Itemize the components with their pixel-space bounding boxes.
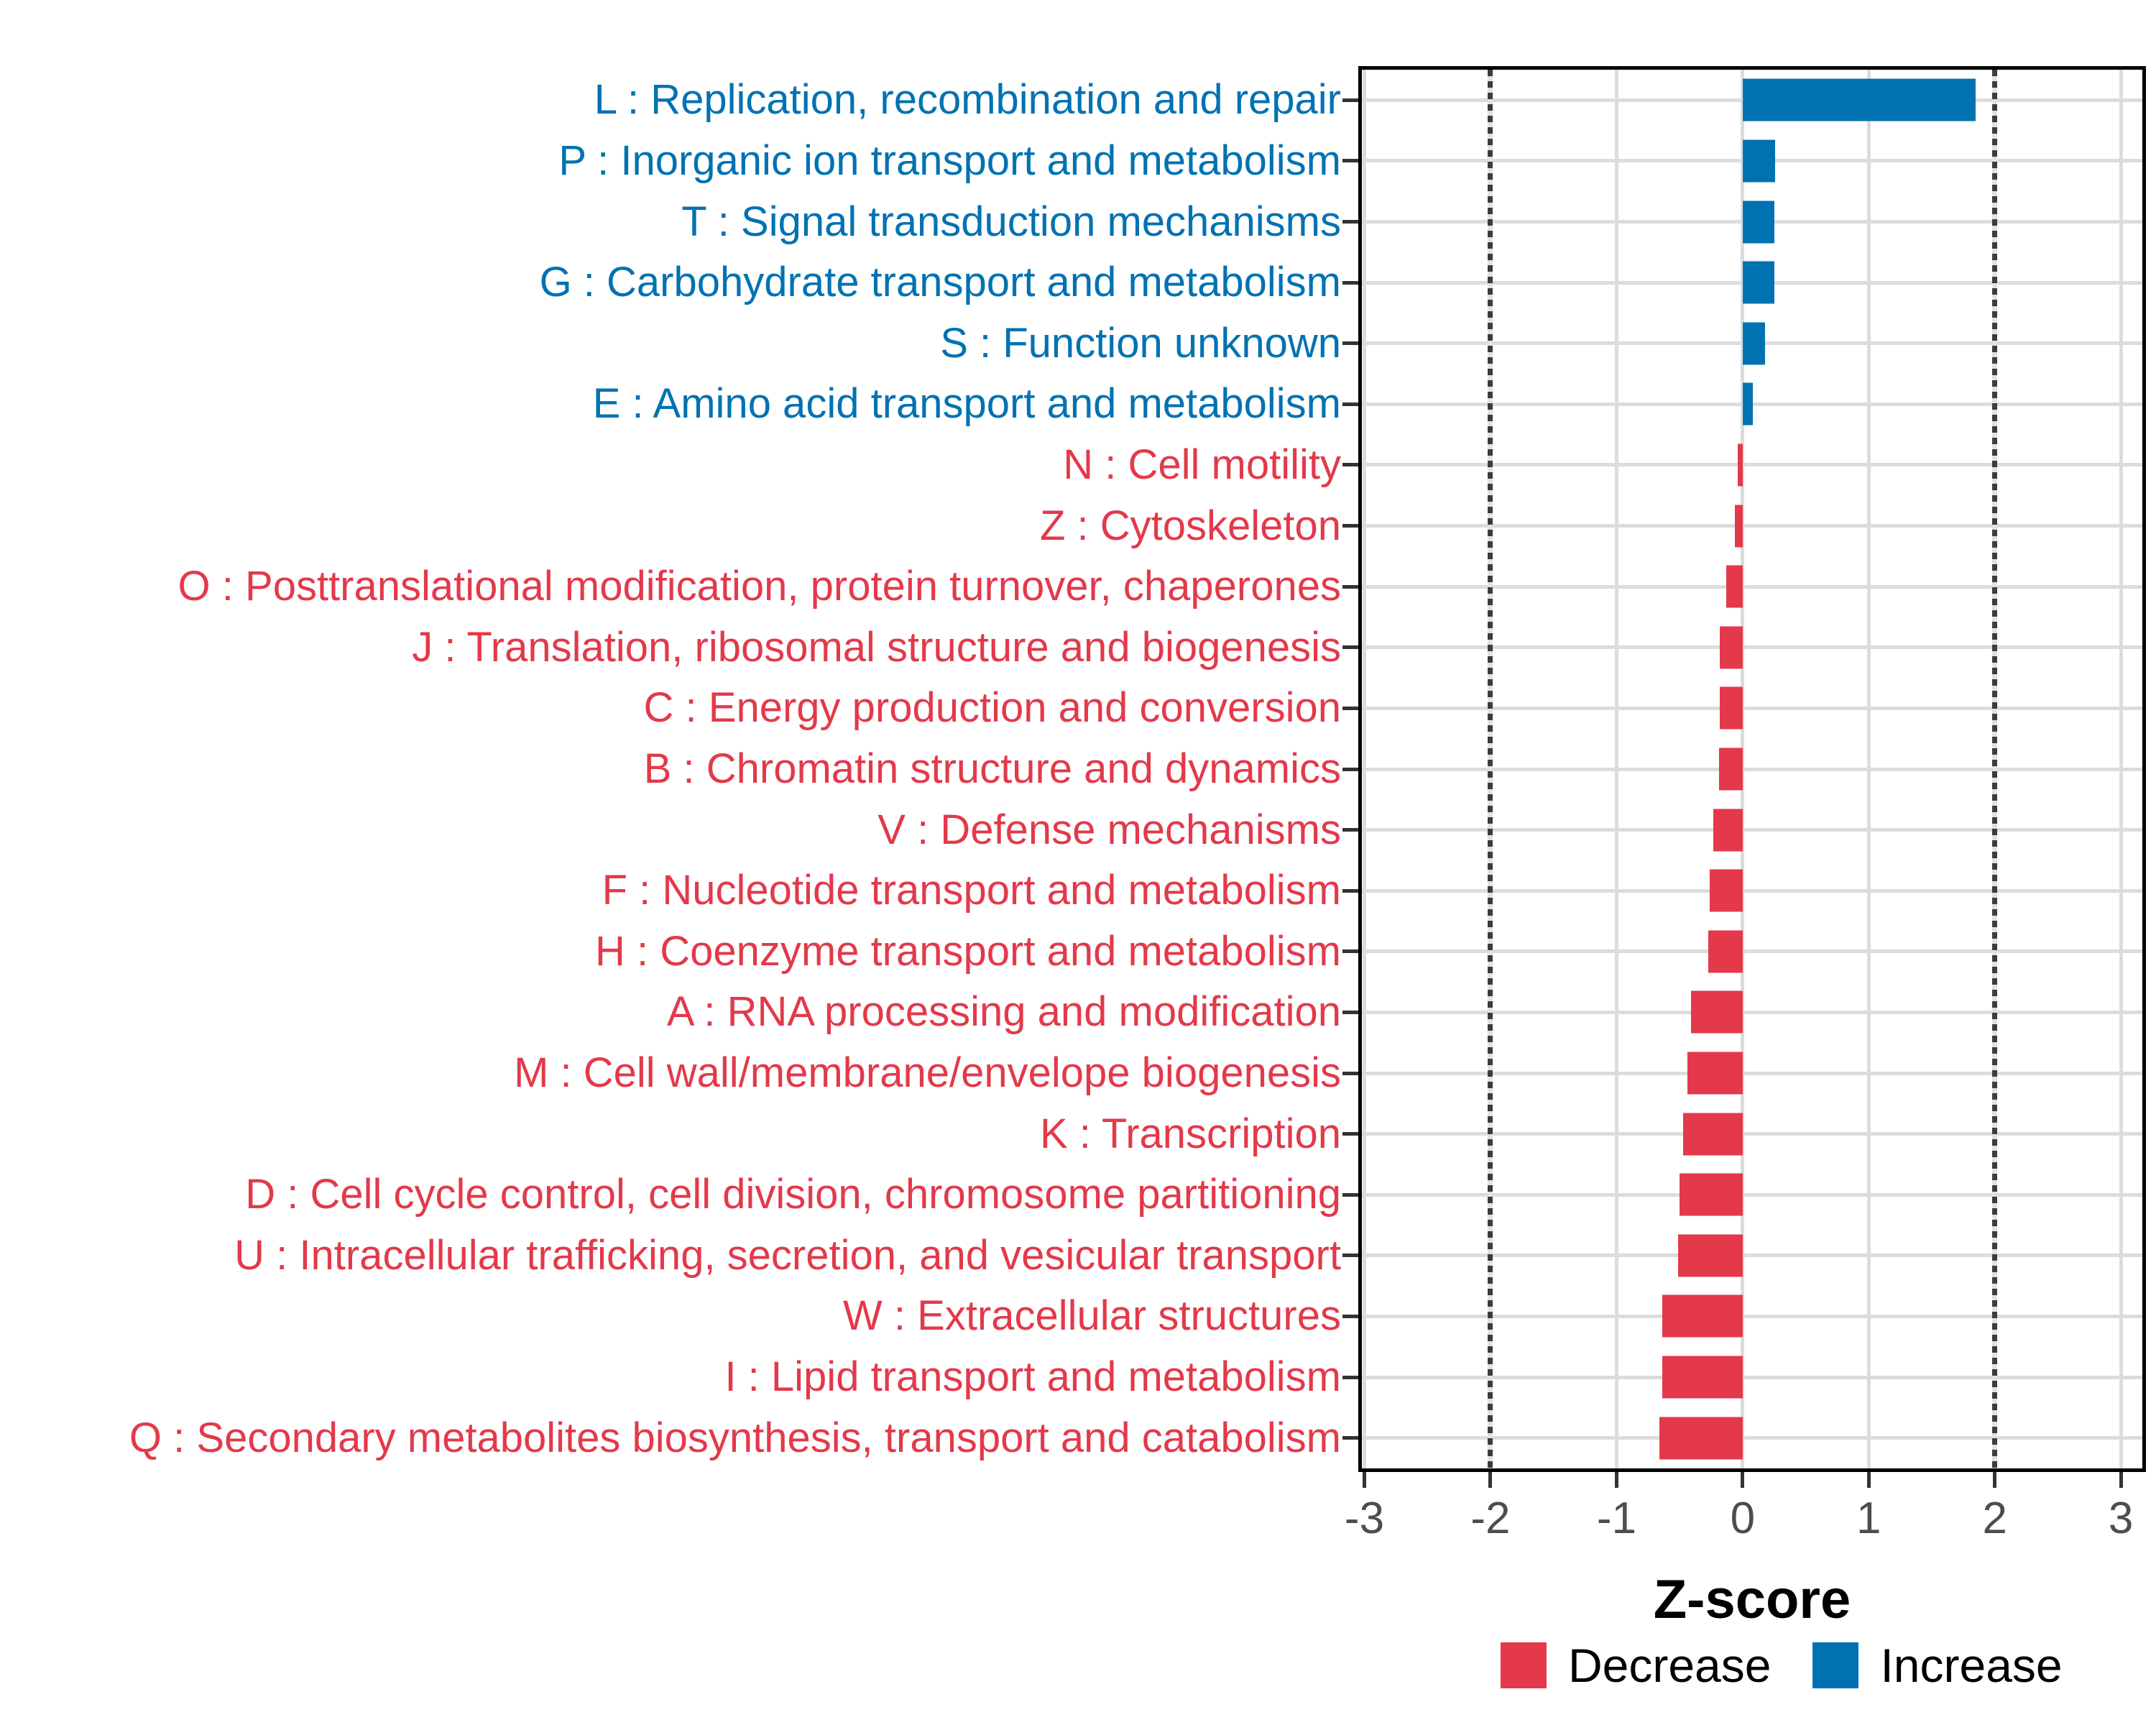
y-tick xyxy=(1342,707,1358,710)
y-tick xyxy=(1342,1072,1358,1075)
category-label-o: O : Posttranslational modification, protein turnover, chaperones xyxy=(178,563,1341,610)
y-tick xyxy=(1342,889,1358,893)
bar-t xyxy=(1743,201,1774,243)
category-label-g: G : Carbohydrate transport and metabolism xyxy=(539,259,1341,306)
bar-n xyxy=(1738,443,1743,486)
y-tick xyxy=(1342,341,1358,345)
x-tick-label: 0 xyxy=(1730,1494,1756,1543)
major-gridline-horizontal xyxy=(1362,463,2142,466)
major-gridline-vertical xyxy=(1867,70,1871,1468)
legend xyxy=(1501,1640,2063,1690)
bar-w xyxy=(1662,1295,1743,1338)
y-tick xyxy=(1342,1254,1358,1257)
bar-b xyxy=(1719,748,1743,791)
y-axis-labels xyxy=(0,66,1341,1472)
x-axis-title: Z-score xyxy=(1653,1569,1851,1630)
category-label-i: I : Lipid transport and metabolism xyxy=(724,1353,1341,1401)
major-gridline-horizontal xyxy=(1362,524,2142,528)
bar-s xyxy=(1743,322,1766,364)
bar-z xyxy=(1735,505,1743,547)
legend-swatch-decrease xyxy=(1501,1642,1547,1688)
bar-o xyxy=(1726,566,1743,608)
major-gridline-horizontal xyxy=(1362,949,2142,953)
y-tick xyxy=(1342,463,1358,466)
bar-k xyxy=(1683,1113,1742,1155)
category-label-c: C : Energy production and conversion xyxy=(643,684,1341,732)
category-label-f: F : Nucleotide transport and metabolism xyxy=(602,867,1341,914)
major-gridline-vertical xyxy=(1615,70,1618,1468)
major-gridline-horizontal xyxy=(1362,828,2142,832)
category-label-t: T : Signal transduction mechanisms xyxy=(681,198,1341,245)
bar-g xyxy=(1743,262,1774,304)
category-label-a: A : RNA processing and modification xyxy=(666,988,1341,1036)
bar-h xyxy=(1708,930,1742,972)
y-tick xyxy=(1342,98,1358,102)
y-tick xyxy=(1342,281,1358,285)
major-gridline-horizontal xyxy=(1362,889,2142,893)
major-gridline-horizontal xyxy=(1362,707,2142,710)
bar-i xyxy=(1662,1356,1743,1399)
category-label-j: J : Translation, ribosomal structure and biogenesis xyxy=(412,623,1341,671)
category-label-e: E : Amino acid transport and metabolism xyxy=(592,380,1341,428)
x-tick xyxy=(1867,1472,1871,1488)
x-tick xyxy=(1615,1472,1618,1488)
category-label-b: B : Chromatin structure and dynamics xyxy=(643,745,1341,792)
y-tick xyxy=(1342,585,1358,589)
y-tick xyxy=(1342,1193,1358,1197)
major-gridline-vertical xyxy=(2119,70,2123,1468)
x-tick xyxy=(1488,1472,1492,1488)
reference-line-dashed xyxy=(1488,70,1493,1468)
legend-label-decrease: Decrease xyxy=(1568,1639,1772,1692)
major-gridline-horizontal xyxy=(1362,1254,2142,1257)
x-tick xyxy=(2119,1472,2123,1488)
major-gridline-horizontal xyxy=(1362,1011,2142,1014)
bar-d xyxy=(1680,1174,1743,1216)
y-tick xyxy=(1342,828,1358,832)
reference-line-dashed xyxy=(1992,70,1997,1468)
bar-p xyxy=(1743,139,1776,182)
category-label-w: W : Extracellular structures xyxy=(843,1292,1341,1340)
category-label-d: D : Cell cycle control, cell division, chromosome partitioning xyxy=(245,1171,1341,1218)
y-tick xyxy=(1342,1132,1358,1136)
category-label-q: Q : Secondary metabolites biosynthesis, transport and catabolism xyxy=(129,1414,1341,1461)
legend-swatch-increase xyxy=(1812,1642,1858,1688)
bar-a xyxy=(1691,991,1743,1034)
x-tick xyxy=(1741,1472,1744,1488)
bar-e xyxy=(1743,383,1753,426)
x-tick-label: -2 xyxy=(1470,1494,1511,1543)
bar-u xyxy=(1678,1234,1742,1276)
category-label-n: N : Cell motility xyxy=(1063,441,1341,488)
category-label-l: L : Replication, recombination and repair xyxy=(594,76,1341,124)
y-tick xyxy=(1342,768,1358,771)
major-gridline-horizontal xyxy=(1362,645,2142,649)
y-tick xyxy=(1342,159,1358,162)
major-gridline-horizontal xyxy=(1362,1376,2142,1379)
category-label-v: V : Defense mechanisms xyxy=(877,806,1341,853)
bar-m xyxy=(1687,1052,1743,1095)
bar-j xyxy=(1720,626,1743,668)
x-tick-label: -1 xyxy=(1596,1494,1636,1543)
major-gridline-horizontal xyxy=(1362,1436,2142,1440)
x-tick-label: 1 xyxy=(1856,1494,1881,1543)
bar-v xyxy=(1713,809,1742,851)
category-label-p: P : Inorganic ion transport and metabolism xyxy=(558,137,1341,184)
x-tick-label: 2 xyxy=(1982,1494,2007,1543)
x-tick xyxy=(1993,1472,1996,1488)
category-label-h: H : Coenzyme transport and metabolism xyxy=(595,927,1341,975)
x-tick-label: -3 xyxy=(1344,1494,1385,1543)
category-label-m: M : Cell wall/membrane/envelope biogenesis xyxy=(514,1049,1341,1097)
major-gridline-horizontal xyxy=(1362,1072,2142,1075)
y-tick xyxy=(1342,1376,1358,1379)
y-tick xyxy=(1342,1315,1358,1318)
x-tick-label: 3 xyxy=(2108,1494,2134,1543)
major-gridline-vertical xyxy=(1363,70,1366,1468)
y-tick xyxy=(1342,949,1358,953)
category-label-z: Z : Cytoskeleton xyxy=(1039,502,1341,549)
y-tick xyxy=(1342,645,1358,649)
y-tick xyxy=(1342,220,1358,224)
major-gridline-horizontal xyxy=(1362,1132,2142,1136)
plot-panel xyxy=(1358,66,2146,1472)
legend-label-increase: Increase xyxy=(1880,1639,2063,1692)
y-tick xyxy=(1342,1011,1358,1014)
x-tick xyxy=(1363,1472,1366,1488)
major-gridline-horizontal xyxy=(1362,1193,2142,1197)
category-label-k: K : Transcription xyxy=(1039,1110,1341,1157)
major-gridline-horizontal xyxy=(1362,1315,2142,1318)
major-gridline-horizontal xyxy=(1362,768,2142,771)
y-tick xyxy=(1342,402,1358,406)
bar-l xyxy=(1743,79,1976,121)
bar-c xyxy=(1720,687,1743,730)
y-tick xyxy=(1342,524,1358,528)
bar-q xyxy=(1659,1417,1743,1459)
bar-f xyxy=(1710,870,1743,912)
y-tick xyxy=(1342,1436,1358,1440)
category-label-s: S : Function unknown xyxy=(940,319,1341,367)
major-gridline-horizontal xyxy=(1362,585,2142,589)
category-label-u: U : Intracellular trafficking, secretion, and vesicular transport xyxy=(234,1231,1341,1279)
